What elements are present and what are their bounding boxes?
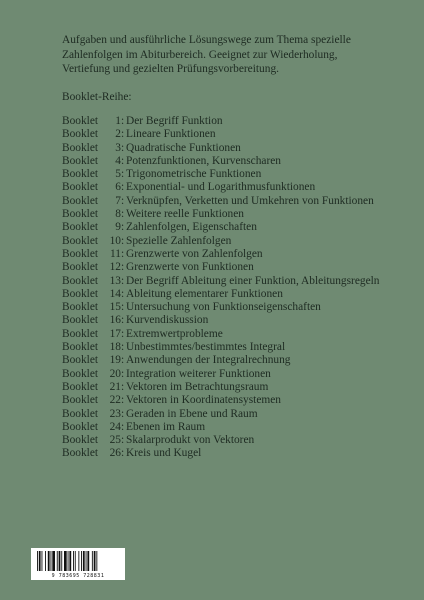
booklet-label: Booklet — [62, 341, 99, 354]
booklet-title: Lineare Funktionen — [126, 128, 216, 141]
booklet-item — [62, 408, 380, 421]
barcode-bars — [31, 548, 125, 573]
barcode-bar — [59, 551, 61, 571]
booklet-number: 20 — [109, 367, 121, 380]
barcode-bar — [83, 551, 85, 571]
booklet-title: Vektoren im Betrachtungsraum — [126, 380, 269, 393]
booklet-label: Booklet — [62, 407, 99, 420]
booklet-label: Booklet — [62, 181, 99, 194]
booklet-title: Der Begriff Funktion — [126, 115, 223, 127]
booklet-label: Booklet — [62, 394, 99, 407]
booklet-number: 21 — [109, 380, 121, 393]
booklet-label: Booklet — [62, 154, 99, 167]
booklet-label: Booklet — [62, 367, 99, 380]
booklet-number: 1 — [115, 115, 121, 127]
booklet-title: Untersuchung von Funktionseigenschaften — [126, 301, 321, 314]
booklet-label: Booklet — [62, 380, 99, 393]
intro-line: Aufgaben und ausführliche Lösungswege zum Thema spezielle — [62, 34, 351, 46]
booklet-number: 18 — [109, 341, 121, 354]
booklet-colon: : — [121, 221, 125, 234]
booklet-title: Geraden in Ebene und Raum — [126, 407, 258, 420]
booklet-title: Unbestimmtes/bestimmtes Integral — [126, 341, 286, 354]
booklet-item — [62, 248, 380, 261]
booklet-number: 13 — [109, 274, 121, 287]
booklet-number: 22 — [109, 394, 121, 407]
booklet-number: 23 — [109, 407, 121, 420]
booklet-label: Booklet — [62, 447, 99, 460]
booklet-item — [62, 301, 380, 314]
booklet-colon: : — [121, 407, 125, 420]
barcode-bar — [78, 551, 79, 571]
booklet-title: Integration weiterer Funktionen — [126, 367, 271, 380]
booklet-item — [62, 447, 380, 460]
booklet-colon: : — [121, 420, 125, 433]
booklet-colon: : — [121, 234, 125, 247]
booklet-colon: : — [121, 301, 125, 314]
booklet-item — [62, 221, 380, 234]
booklet-colon: : — [121, 367, 125, 380]
booklet-item — [62, 381, 380, 394]
booklet-item — [62, 288, 380, 301]
booklet-number: 4 — [115, 154, 121, 167]
booklet-label: Booklet — [62, 301, 99, 314]
booklet-item — [62, 208, 380, 221]
booklet-item — [62, 195, 380, 208]
barcode-bar — [37, 551, 38, 571]
barcode-bar — [86, 551, 87, 571]
booklet-label: Booklet — [62, 327, 99, 340]
barcode-bar — [69, 551, 71, 571]
booklet-title: Weitere reelle Funktionen — [126, 208, 245, 221]
booklet-number: 24 — [109, 420, 121, 433]
booklet-item — [62, 115, 380, 128]
barcode-digits: 9 783695 728831 — [51, 573, 105, 579]
booklet-number: 9 — [115, 221, 121, 234]
booklet-item — [62, 235, 380, 248]
booklet-title: Grenzwerte von Funktionen — [126, 261, 254, 274]
booklet-colon: : — [121, 128, 125, 141]
booklet-item — [62, 314, 380, 327]
booklet-item — [62, 128, 380, 141]
booklet-title: Skalarprodukt von Vektoren — [126, 434, 255, 447]
booklet-label: Booklet — [62, 115, 99, 127]
booklet-item — [62, 341, 380, 354]
booklet-colon: : — [121, 394, 125, 407]
booklet-title: Vektoren in Koordinatensystemen — [126, 394, 282, 407]
booklet-title: Spezielle Zahlenfolgen — [126, 234, 232, 247]
booklet-label: Booklet — [62, 434, 99, 447]
booklet-item — [62, 261, 380, 274]
booklet-colon: : — [121, 287, 125, 300]
booklet-item — [62, 328, 380, 341]
booklet-label: Booklet — [62, 208, 99, 221]
booklet-colon: : — [121, 247, 125, 260]
booklet-label: Booklet — [62, 247, 99, 260]
booklet-label: Booklet — [62, 354, 99, 367]
booklet-colon: : — [121, 314, 125, 327]
booklet-label: Booklet — [62, 234, 99, 247]
booklet-label: Booklet — [62, 287, 99, 300]
booklet-number: 26 — [109, 447, 121, 460]
booklet-colon: : — [121, 168, 125, 181]
booklet-item — [62, 368, 380, 381]
booklet-colon: : — [121, 341, 125, 354]
booklet-item — [62, 181, 380, 194]
booklet-label: Booklet — [62, 194, 99, 207]
barcode-bar — [87, 551, 89, 571]
booklet-label: Booklet — [62, 314, 99, 327]
booklet-title: Exponential- und Logarithmusfunktionen — [126, 181, 316, 194]
barcode-bar — [81, 551, 82, 571]
barcode-bar — [73, 551, 74, 571]
booklet-label: Booklet — [62, 420, 99, 433]
booklet-colon: : — [121, 181, 125, 194]
booklet-title: Der Begriff Ableitung einer Funktion, Ableitungsregeln — [126, 274, 380, 287]
booklet-number: 15 — [109, 301, 121, 314]
booklet-colon: : — [121, 194, 125, 207]
booklet-item — [62, 155, 380, 168]
booklet-title: Potenzfunktionen, Kurvenscharen — [126, 154, 281, 167]
booklet-colon: : — [121, 447, 125, 460]
booklet-title: Extremwertprobleme — [126, 327, 223, 340]
booklet-label: Booklet — [62, 141, 99, 154]
booklet-title: Ableitung elementarer Funktionen — [126, 287, 283, 300]
booklet-label: Booklet — [62, 221, 99, 234]
booklet-label: Booklet — [62, 168, 99, 181]
booklet-item — [62, 142, 380, 155]
booklet-colon: : — [121, 208, 125, 221]
booklet-number: 14 — [109, 287, 121, 300]
booklet-number: 7 — [115, 194, 121, 207]
booklet-number: 3 — [115, 141, 121, 154]
booklet-number: 12 — [109, 261, 121, 274]
booklet-number: 8 — [115, 208, 121, 221]
barcode-bar — [45, 551, 46, 571]
intro-line: Vertiefung und gezielten Prüfungsvorbereitung. — [62, 63, 279, 76]
booklet-title: Trigonometrische Funktionen — [126, 168, 262, 181]
booklet-list — [62, 115, 380, 461]
booklet-number: 17 — [109, 327, 121, 340]
booklet-number: 19 — [109, 354, 121, 367]
booklet-number: 2 — [115, 128, 121, 141]
booklet-number: 25 — [109, 434, 121, 447]
barcode-bar — [96, 551, 97, 571]
intro-text — [62, 33, 402, 77]
booklet-item — [62, 434, 380, 447]
booklet-label: Booklet — [62, 128, 99, 141]
booklet-colon: : — [121, 354, 125, 367]
booklet-colon: : — [121, 154, 125, 167]
barcode-bar — [57, 551, 58, 571]
barcode-bar — [64, 551, 67, 571]
booklet-colon: : — [121, 434, 125, 447]
booklet-item — [62, 421, 380, 434]
booklet-title: Zahlenfolgen, Eigenschaften — [126, 221, 257, 234]
booklet-item — [62, 275, 380, 288]
booklet-title: Kurvendiskussion — [126, 314, 209, 327]
booklet-item — [62, 354, 380, 367]
booklet-colon: : — [121, 141, 125, 154]
barcode-bar — [51, 551, 52, 571]
barcode-bar — [48, 551, 50, 571]
booklet-number: 10 — [109, 234, 121, 247]
booklet-item — [62, 394, 380, 407]
intro-line: Zahlenfolgen im Abiturbereich. Geeignet zur Wiederholung, — [62, 48, 338, 61]
barcode-bar — [52, 551, 55, 571]
booklet-label: Booklet — [62, 261, 99, 274]
booklet-item — [62, 168, 380, 181]
booklet-number: 5 — [115, 168, 121, 181]
barcode-bar — [42, 551, 43, 571]
barcode — [31, 548, 125, 580]
booklet-colon: : — [121, 115, 125, 127]
barcode-bar — [75, 551, 76, 571]
barcode-bar — [68, 551, 69, 571]
booklet-colon: : — [121, 261, 125, 274]
booklet-title: Quadratische Funktionen — [126, 141, 241, 154]
booklet-colon: : — [121, 327, 125, 340]
booklet-colon: : — [121, 380, 125, 393]
barcode-bar — [94, 551, 96, 571]
booklet-title: Ebenen im Raum — [126, 420, 206, 433]
barcode-bar — [39, 551, 41, 571]
booklet-number: 11 — [110, 247, 121, 260]
booklet-colon: : — [121, 274, 125, 287]
booklet-title: Kreis und Kugel — [126, 447, 202, 460]
booklet-title: Grenzwerte von Zahlenfolgen — [126, 247, 263, 260]
booklet-number: 16 — [109, 314, 121, 327]
booklet-title: Anwendungen der Integralrechnung — [126, 354, 291, 367]
booklet-number: 6 — [115, 181, 121, 194]
booklet-title: Verknüpfen, Verketten und Umkehren von Funktionen — [126, 194, 374, 207]
booklet-label: Booklet — [62, 274, 99, 287]
barcode-bar — [61, 551, 62, 571]
barcode-bar — [92, 551, 93, 571]
series-title: Booklet-Reihe: — [62, 91, 132, 103]
